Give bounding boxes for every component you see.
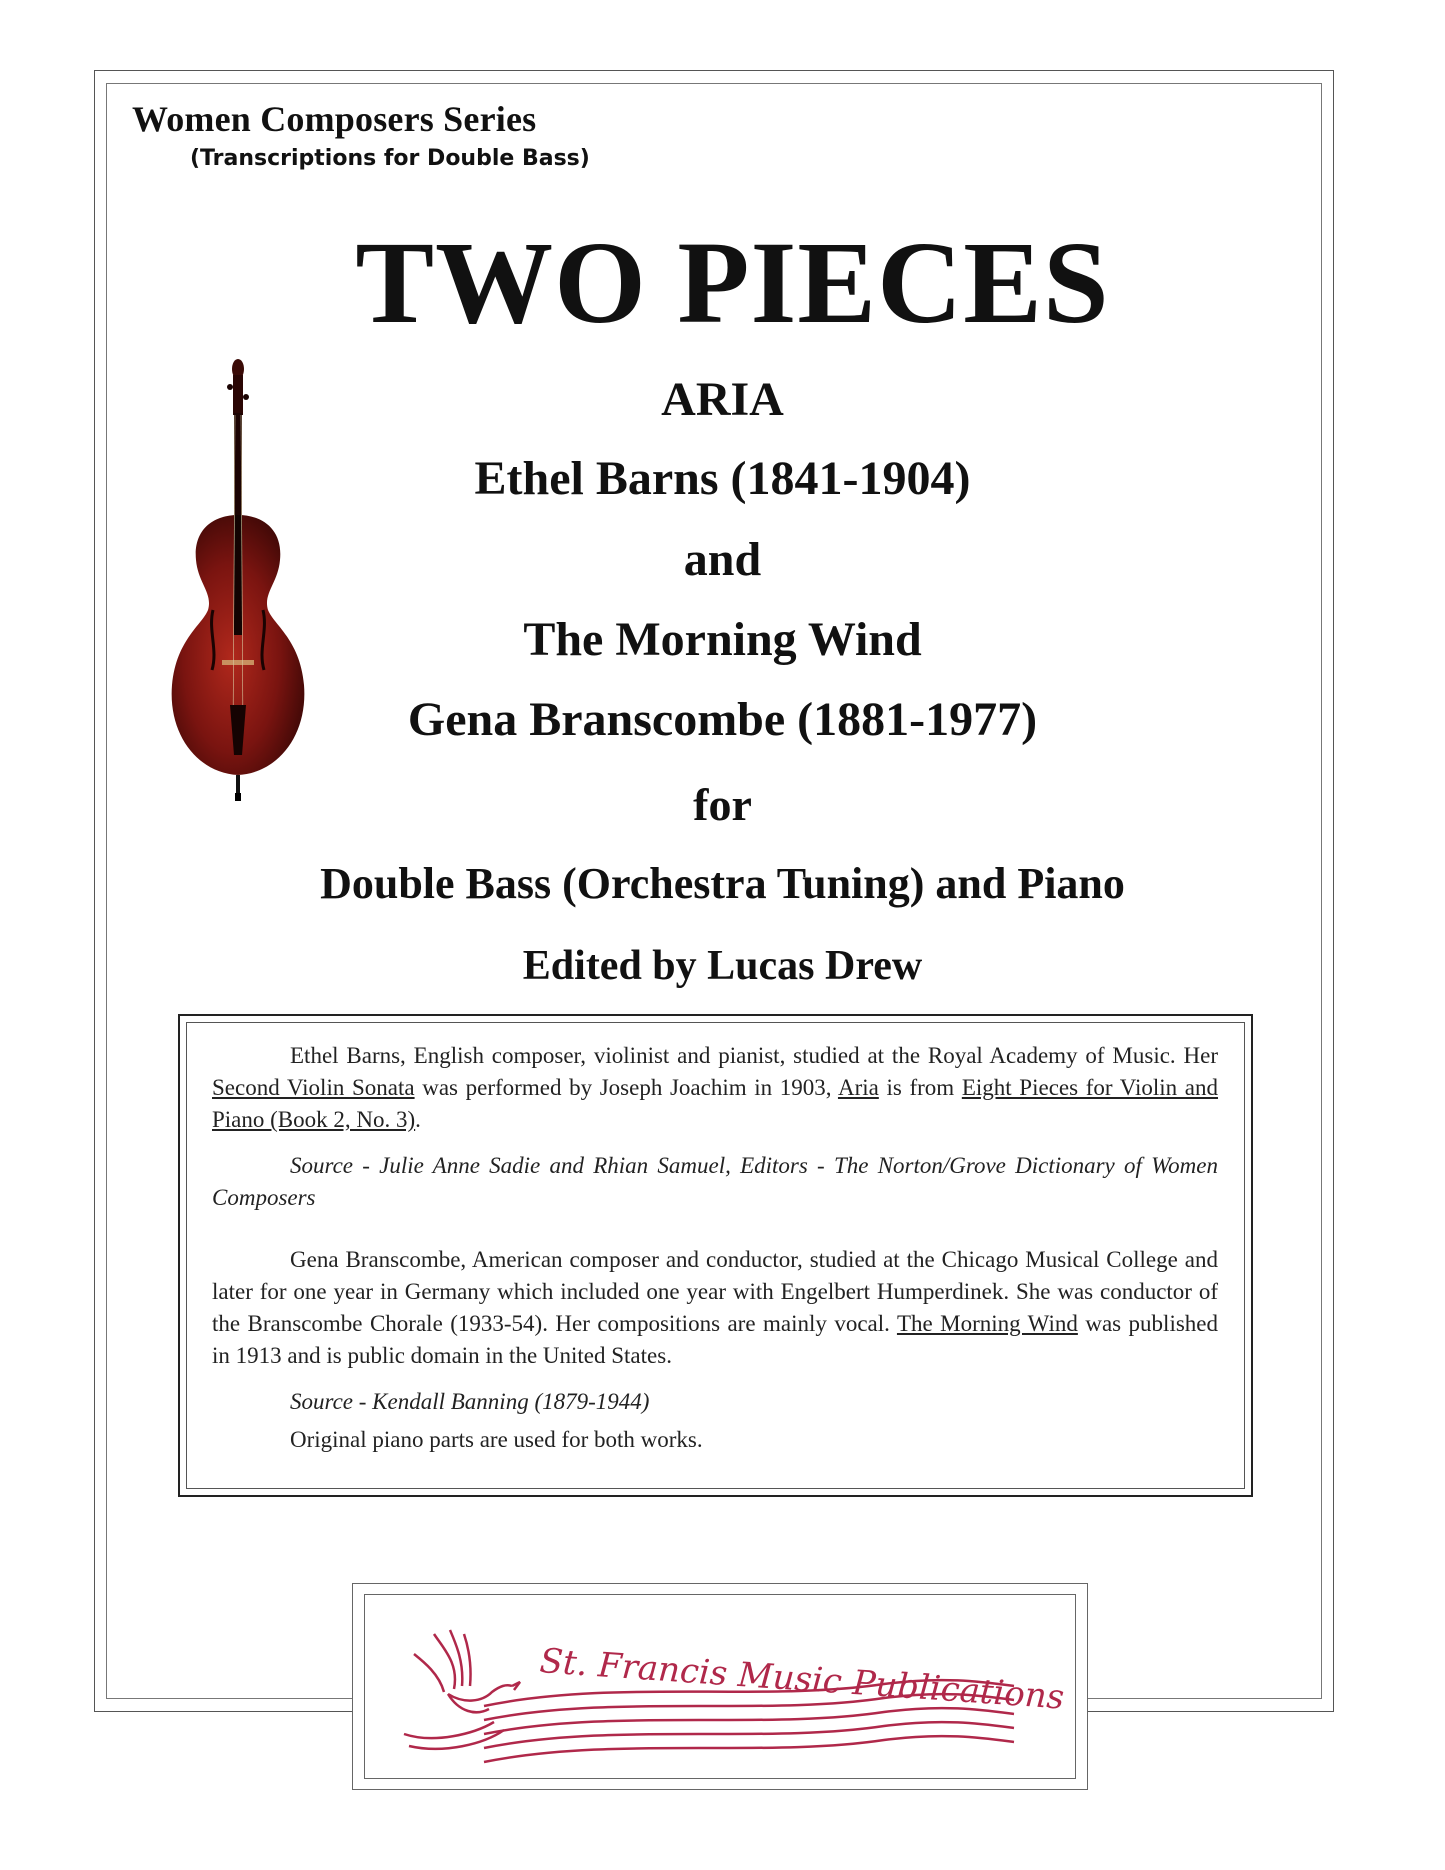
work-title-eight-pieces: Eight Pieces for Violin and Piano (Book 2, No. 3) (212, 1075, 1219, 1132)
notes-text: was published in 1913 and is public domain in the United States. (212, 1311, 1218, 1368)
work-title-morning-wind: The Morning Wind (896, 1311, 1078, 1336)
notes-paragraph-branscombe (212, 1244, 1218, 1372)
piece-title-morning-wind: The Morning Wind (523, 613, 922, 666)
series-subtitle: (Transcriptions for Double Bass) (190, 146, 590, 171)
notes-final-line: Original piano parts are used for both works. (290, 1427, 703, 1452)
main-title: TWO PIECES (355, 217, 1110, 348)
notes-box (212, 1040, 1218, 1456)
notes-text: was performed by Joseph Joachim in 1903, (414, 1075, 838, 1100)
source-citation-barns: Source - Julie Anne Sadie and Rhian Samuel, Editors - The Norton/Grove Dictionary of Women Composers (212, 1153, 1218, 1210)
series-title: Women Composers Series (132, 99, 537, 139)
notes-text: Gena Branscombe, American composer and conductor, studied at the Chicago Musical College and later for one year in Germany which included one year with Engelbert Humperdinek. She was conductor of the Branscombe Chorale (1933-54). Her compositions are mainly vocal. (212, 1247, 1218, 1336)
notes-text: is from (878, 1075, 962, 1100)
notes-paragraph-barns (212, 1040, 1218, 1136)
source-citation-branscombe: Source - Kendall Banning (1879-1944) (290, 1389, 650, 1414)
composer-branscombe: Gena Branscombe (1881-1977) (407, 693, 1038, 746)
composer-barns: Ethel Barns (1841-1904) (474, 452, 971, 505)
work-title-second-violin-sonata: Second Violin Sonata (212, 1075, 415, 1100)
for-label: for (693, 779, 752, 830)
notes-text: . (415, 1107, 421, 1132)
piece-title-aria: ARIA (661, 373, 784, 426)
notes-text: Ethel Barns, English composer, violinist and pianist, studied at the Royal Academy of Music. Her (290, 1043, 1218, 1068)
work-title-aria: Aria (837, 1075, 879, 1100)
publisher-name: St. Francis Music Publications (538, 1641, 1066, 1718)
double-bass-image (158, 355, 318, 805)
editor-credit: Edited by Lucas Drew (522, 943, 923, 989)
publisher-logo (364, 1594, 1076, 1779)
instrumentation: Double Bass (Orchestra Tuning) and Piano (320, 859, 1125, 908)
conjunction-and: and (683, 533, 762, 586)
